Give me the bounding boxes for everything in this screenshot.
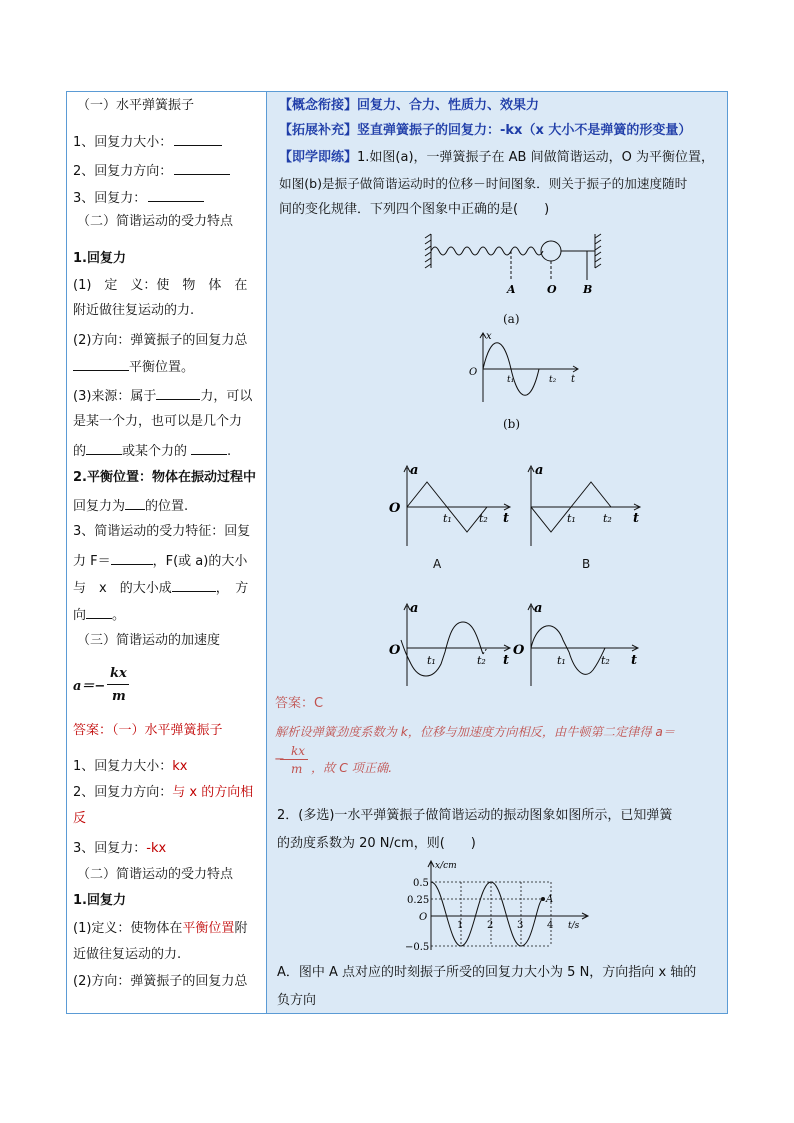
- option-c-graph: [383, 600, 518, 690]
- option-b-label[interactable]: B: [582, 557, 591, 571]
- text-line: (3)来源：属于 力，可以: [73, 389, 253, 404]
- notes-column: [67, 92, 267, 1013]
- t2-label: t₂: [479, 512, 488, 525]
- figure-caption: (a): [503, 312, 520, 326]
- text-line: 平衡位置。: [73, 358, 194, 376]
- answer-text: 答案：C: [275, 696, 324, 711]
- t-axis-label: t: [571, 374, 576, 385]
- text-line: 2.平衡位置：物体在振动过程中: [73, 470, 256, 485]
- concept-line: 【概念衔接】回复力、合力、性质力、效果力: [279, 98, 540, 113]
- point-a-label: A: [507, 283, 516, 296]
- y-tick-label: 0.25: [407, 895, 430, 906]
- x-axis-label: t/s: [568, 921, 580, 931]
- a-axis-label: a: [534, 601, 543, 616]
- option-b-graph: [515, 462, 650, 550]
- option-a-graph: [383, 462, 518, 550]
- vibration-graph: [403, 858, 593, 954]
- question-line: 2、回复力方向：: [73, 162, 230, 180]
- analysis-denominator: m: [291, 762, 303, 776]
- y-tick-label: −0.5: [405, 942, 430, 953]
- point-b-label: B: [583, 283, 593, 296]
- origin-label: O: [469, 367, 478, 378]
- fraction-bar: [107, 684, 129, 685]
- answer-line: 3、回复力：-kx: [73, 841, 167, 856]
- t2-label: t₂: [603, 512, 612, 525]
- subheading: 1.回复力: [73, 251, 126, 266]
- t1-label: t₁: [557, 654, 566, 667]
- extension-column: 【概念衔接】回复力、合力、性质力、效果力 【拓展补充】竖直弹簧振子的回复力：-kx（x 大小不是弹簧的形变量） 【即学即练】1.如图(a)，一弹簧振子在 AB 间做简谐运动，O 为平衡位置， 如图(b)是振子做简谐运动时的位移－时间图象．则关于振子的加速度随时 间的变化规律．下列四个图象中正确的是( ) A O B (a) x O t₁ t₂ t (b) a O t₁ t₂ t A a t₁ t₂ t B a O t₁ t₂ t a O t₁ t₂ t 答案：C 解析设弹簧劲度系数为 k，位移与加速度方向相反，由牛顿第二定律得 a＝ kx m − ，故 C 项正确. 2．(多选)一水平弹簧振子做简谐运动的振动图象如图所示，已知弹簧 的劲度系数为 20 N/cm，则( ) x/cm 0.5 0.25 O −0.5 1 2 3 4 t/s A A．图中 A 点对应的时刻振子所受的回复力大小为 5 N，方向指向 x 轴的 负方向: [267, 92, 727, 1013]
- x-tick-label: 2: [487, 920, 494, 931]
- text-line: 近做往复运动的力.: [73, 947, 182, 962]
- fill-blank[interactable]: [172, 579, 216, 592]
- subheading: 1.回复力: [73, 893, 126, 908]
- text-line: 力 F＝ ，F(或 a)的大小: [73, 554, 248, 569]
- text-line: (1) 定 义：使 物 体 在: [73, 278, 248, 293]
- question-line: 的劲度系数为 20 N/cm，则( ): [277, 836, 476, 851]
- origin-label: O: [389, 643, 401, 658]
- t-axis-label: t: [633, 511, 640, 526]
- answer-line: 反: [73, 811, 87, 826]
- answer-line: (1)定义：使物体在平衡位置附: [73, 921, 248, 936]
- x-tick-label: 1: [457, 920, 464, 931]
- t-axis-label: t: [503, 653, 510, 668]
- fill-blank[interactable]: [111, 552, 153, 565]
- text-line: 3、简谐运动的受力特征：回复: [73, 524, 251, 539]
- option-line: 负方向: [277, 993, 317, 1008]
- text-line: (2)方向：弹簧振子的回复力总: [73, 333, 248, 348]
- x-axis-label: x: [486, 331, 492, 342]
- question-line: 【即学即练】1.如图(a)，一弹簧振子在 AB 间做简谐运动，O 为平衡位置，: [279, 150, 714, 165]
- text-line: 回复力为 的位置.: [73, 499, 189, 514]
- text-line: (2)方向：弹簧振子的回复力总: [73, 974, 248, 989]
- formula-lhs: a＝−: [73, 679, 106, 694]
- extension-line: 【拓展补充】竖直弹簧振子的回复力：-kx（x 大小不是弹簧的形变量）: [279, 123, 692, 138]
- spring-oscillator-figure: [417, 230, 607, 310]
- text-line: 是某一个力，也可以是几个力: [73, 414, 243, 429]
- fill-blank[interactable]: [156, 387, 200, 400]
- fill-blank[interactable]: [125, 497, 145, 510]
- t1-label: t₁: [427, 654, 436, 667]
- fill-blank[interactable]: [174, 162, 230, 175]
- answer-line: 1、回复力大小：kx: [73, 759, 188, 774]
- content-table: [66, 91, 728, 1014]
- formula-numerator: kx: [110, 666, 127, 681]
- fill-blank[interactable]: [191, 442, 227, 455]
- text-line: 附近做往复运动的力.: [73, 303, 195, 318]
- t-axis-label: t: [631, 653, 638, 668]
- fill-blank[interactable]: [86, 606, 112, 619]
- t2-label: t₂: [549, 375, 557, 385]
- section-heading: （二）简谐运动的受力特点: [77, 214, 234, 229]
- y-axis-label: x/cm: [435, 861, 457, 871]
- a-axis-label: a: [410, 463, 419, 478]
- figure-caption: (b): [503, 417, 521, 431]
- a-axis-label: a: [410, 601, 419, 616]
- fill-blank[interactable]: [86, 442, 122, 455]
- text-line: 与 x 的大小成 ， 方: [73, 581, 249, 596]
- t1-label: t₁: [443, 512, 452, 525]
- option-a-label[interactable]: A: [433, 557, 442, 571]
- question-line: 1、回复力大小：: [73, 133, 222, 151]
- fill-blank[interactable]: [73, 358, 129, 371]
- displacement-time-graph: [465, 330, 585, 410]
- section-heading: （一）水平弹簧振子: [77, 98, 195, 113]
- origin-label: O: [419, 912, 428, 923]
- origin-label: O: [389, 501, 401, 516]
- question-line: 3、回复力：: [73, 189, 204, 207]
- a-axis-label: a: [535, 463, 544, 478]
- x-tick-label: 3: [517, 920, 524, 931]
- fill-blank[interactable]: [148, 189, 204, 202]
- origin-label: O: [513, 643, 525, 658]
- t1-label: t₁: [567, 512, 576, 525]
- t-axis-label: t: [503, 511, 510, 526]
- analysis-text: 解析设弹簧劲度系数为 k，位移与加速度方向相反，由牛顿第二定律得 a＝: [275, 725, 676, 739]
- question-line: 间的变化规律．下列四个图象中正确的是( ): [279, 202, 550, 217]
- t2-label: t₂: [477, 654, 486, 667]
- x-tick-label: 4: [547, 920, 554, 931]
- section-heading: （三）简谐运动的加速度: [77, 633, 221, 648]
- question-line: 如图(b)是振子做简谐运动时的位移－时间图象．则关于振子的加速度随时: [279, 176, 688, 191]
- option-d-graph: [507, 600, 647, 690]
- section-heading: （二）简谐运动的受力特点: [77, 867, 234, 882]
- point-a-label: A: [546, 894, 554, 905]
- option-line[interactable]: A．图中 A 点对应的时刻振子所受的回复力大小为 5 N，方向指向 x 轴的: [277, 965, 697, 980]
- point-o-label: O: [547, 283, 557, 296]
- t2-label: t₂: [601, 654, 610, 667]
- analysis-text: ，故 C 项正确.: [311, 761, 393, 775]
- formula-denominator: m: [112, 689, 126, 704]
- question-line: 2．(多选)一水平弹簧振子做简谐运动的振动图象如图所示，已知弹簧: [277, 808, 673, 823]
- analysis-numerator: kx: [291, 744, 306, 758]
- t1-label: t₁: [507, 375, 515, 385]
- text-line: 向 。: [73, 608, 126, 623]
- answer-line: 2、回复力方向：与 x 的方向相: [73, 785, 254, 800]
- text-line: 的 或某个力的 .: [73, 444, 232, 459]
- y-tick-label: 0.5: [413, 878, 429, 889]
- fill-blank[interactable]: [174, 133, 222, 146]
- answer-heading: 答案：（一）水平弹簧振子: [73, 723, 223, 738]
